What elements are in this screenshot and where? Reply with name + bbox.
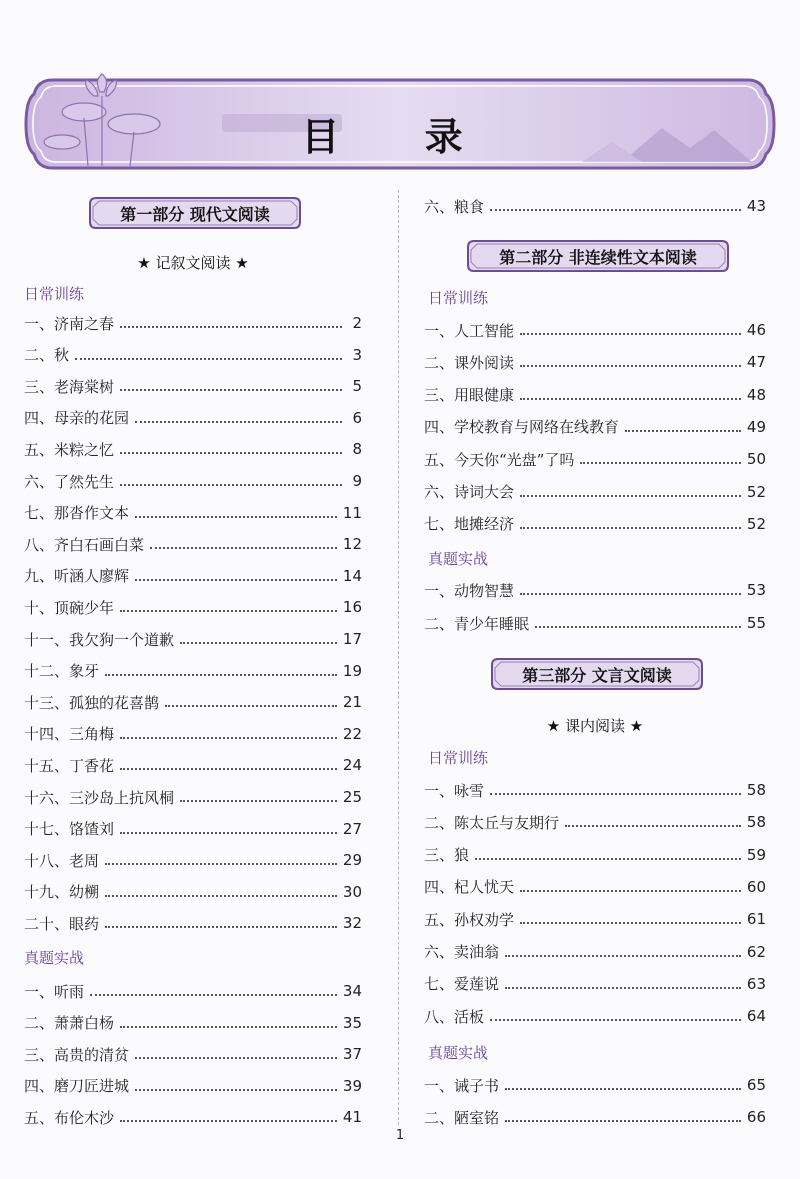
toc-entry-page: 32 (342, 914, 362, 933)
toc-entry-page: 49 (746, 417, 766, 436)
toc-entry[interactable] (24, 659, 362, 683)
toc-entry[interactable] (24, 374, 362, 398)
dot-leader (490, 209, 741, 211)
toc-entry[interactable] (424, 447, 766, 471)
dot-leader (180, 800, 337, 802)
dot-leader (475, 858, 741, 860)
toc-entry[interactable] (424, 843, 766, 867)
section-real-exam-3: 真题实战 (428, 1044, 489, 1062)
toc-entry-page: 58 (746, 781, 766, 799)
dot-leader (135, 1057, 337, 1059)
toc-entry-title: 三、狼 (424, 846, 470, 865)
toc-entry-page: 43 (746, 197, 766, 215)
toc-entry-title: 六、诗词大会 (424, 483, 515, 501)
toc-entry[interactable] (24, 1011, 362, 1035)
toc-entry[interactable] (24, 343, 362, 367)
dot-leader (580, 462, 741, 464)
toc-entry-title: 三、高贵的清贫 (24, 1045, 130, 1064)
toc-entry-title: 一、济南之春 (24, 314, 115, 333)
dot-leader (505, 1120, 741, 1122)
toc-entry[interactable] (24, 406, 362, 430)
toc-entry-page: 11 (342, 503, 362, 522)
section-daily-training-2: 日常训练 (428, 289, 489, 307)
toc-entry[interactable] (424, 1004, 766, 1028)
dot-leader (135, 1089, 337, 1091)
toc-entry-title: 十五、丁香花 (24, 756, 115, 775)
toc-entry-page: 46 (746, 321, 766, 339)
toc-entry-title: 一、听雨 (24, 982, 85, 1001)
toc-entry[interactable] (424, 611, 766, 635)
toc-entry-title: 十三、孤独的花喜鹊 (24, 693, 160, 712)
dot-leader (520, 398, 741, 400)
toc-entry-title: 十一、我欠狗一个道歉 (24, 630, 175, 649)
dot-leader (505, 1088, 741, 1090)
toc-entry-title: 十二、象牙 (24, 662, 100, 681)
toc-entry-title: 一、动物智慧 (424, 581, 515, 600)
toc-entry-title: 五、布伦木沙 (24, 1108, 115, 1127)
toc-entry-page: 52 (746, 482, 766, 501)
toc-entry[interactable] (24, 1042, 362, 1066)
toc-entry-page: 22 (342, 724, 362, 743)
toc-entry-title: 一、咏雪 (424, 781, 485, 800)
toc-entry-title: 二、课外阅读 (424, 353, 515, 372)
toc-entry[interactable] (424, 778, 766, 802)
dot-leader (150, 547, 337, 549)
toc-entry[interactable] (424, 875, 766, 899)
toc-entry[interactable] (424, 350, 766, 374)
toc-entry-page: 63 (746, 974, 766, 993)
dot-leader (120, 768, 337, 770)
dot-leader (120, 610, 337, 612)
part2-banner (466, 239, 730, 273)
toc-entry[interactable] (424, 480, 766, 504)
toc-entry-page: 41 (342, 1108, 362, 1127)
toc-entry-title: 四、母亲的花园 (24, 409, 130, 428)
toc-entry-title: 七、那沓作文本 (24, 504, 130, 523)
dot-leader (520, 333, 741, 335)
toc-entry[interactable] (24, 880, 362, 904)
toc-entry-title: 七、爱莲说 (424, 975, 500, 994)
toc-entry[interactable] (424, 1105, 766, 1129)
dot-leader (75, 358, 342, 360)
toc-entry[interactable] (424, 578, 766, 602)
toc-entry[interactable] (24, 979, 362, 1003)
toc-entry-title: 二十、眼药 (24, 914, 100, 933)
toc-entry[interactable] (424, 907, 766, 931)
toc-entry-page: 64 (746, 1007, 766, 1026)
toc-entry-title: 二、萧萧白杨 (24, 1014, 115, 1033)
dot-leader (120, 452, 342, 454)
dot-leader (135, 579, 337, 581)
toc-entry-title: 四、学校教育与网络在线教育 (424, 418, 620, 437)
toc-entry-page: 17 (342, 630, 362, 648)
toc-entry[interactable] (24, 1074, 362, 1098)
toc-entry-title: 四、杞人忧天 (424, 878, 515, 897)
toc-entry-page: 52 (746, 514, 766, 533)
dot-leader (105, 674, 337, 676)
toc-entry-page: 48 (746, 385, 766, 404)
toc-entry-page: 34 (342, 982, 362, 1000)
toc-entry[interactable] (24, 469, 362, 493)
toc-entry-page: 47 (746, 353, 766, 372)
dot-leader (120, 1120, 337, 1122)
toc-entry-title: 三、用眼健康 (424, 386, 515, 405)
toc-entry-page: 30 (342, 882, 362, 901)
toc-entry-page: 60 (746, 877, 766, 896)
dot-leader (120, 1026, 337, 1028)
toc-entry-title: 七、地摊经济 (424, 515, 515, 534)
toc-entry-page: 3 (352, 345, 362, 364)
toc-entry-title: 二、青少年睡眠 (424, 614, 530, 633)
dot-leader (105, 895, 337, 897)
page-title: 目 录 (301, 114, 499, 159)
dot-leader (120, 389, 342, 391)
part3-banner (490, 657, 704, 691)
toc-entry-page: 9 (352, 472, 362, 490)
toc-entry-page: 25 (342, 788, 362, 806)
dot-leader (120, 484, 342, 486)
toc-entry[interactable] (24, 532, 362, 556)
toc-entry-title: 六、粮食 (424, 197, 485, 216)
dot-leader (135, 421, 342, 423)
toc-entry-title: 一、人工智能 (424, 321, 515, 340)
toc-entry-page: 29 (342, 851, 362, 870)
dot-leader (120, 832, 337, 834)
dot-leader (505, 987, 741, 989)
dot-leader (520, 890, 741, 892)
toc-entry-page: 58 (746, 813, 766, 832)
toc-entry[interactable] (24, 753, 362, 777)
toc-entry-title: 五、米粽之忆 (24, 440, 115, 459)
dot-leader (625, 430, 741, 432)
toc-entry-title: 三、老海棠树 (24, 377, 115, 396)
toc-entry-page: 35 (342, 1013, 362, 1032)
toc-entry-page: 8 (352, 440, 362, 459)
toc-entry[interactable] (24, 690, 362, 714)
toc-entry[interactable] (24, 437, 362, 461)
toc-entry[interactable] (24, 785, 362, 809)
toc-entry-page: 19 (342, 661, 362, 680)
toc-entry[interactable] (24, 722, 362, 746)
part3-title: 第三部分 文言文阅读 (522, 666, 672, 685)
dot-leader (165, 705, 337, 707)
toc-entry-title: 十六、三沙岛上抗风桐 (24, 788, 175, 807)
toc-entry-page: 59 (746, 845, 766, 864)
dot-leader (490, 1019, 741, 1021)
part2-title: 第二部分 非连续性文本阅读 (499, 248, 697, 267)
toc-entry-page: 66 (746, 1108, 766, 1126)
dot-leader (90, 994, 337, 996)
toc-entry-title: 十四、三角梅 (24, 725, 115, 744)
toc-entry-page: 37 (342, 1045, 362, 1064)
subheading-classic: ★ 课内阅读 ★ (546, 717, 644, 735)
toc-entry-page: 65 (746, 1076, 766, 1094)
toc-entry[interactable] (424, 318, 766, 342)
page-number: 1 (395, 1128, 405, 1143)
section-real-exam-2: 真题实战 (428, 550, 489, 568)
dot-leader (520, 593, 741, 595)
dot-leader (120, 737, 337, 739)
toc-entry-page: 62 (746, 942, 766, 961)
toc-entry[interactable] (24, 311, 362, 335)
toc-entry-title: 十九、幼㮶 (24, 883, 100, 902)
toc-entry-title: 六、卖油翁 (424, 943, 500, 961)
toc-entry[interactable] (24, 817, 362, 841)
column-divider (398, 190, 399, 1125)
toc-entry[interactable] (424, 1073, 766, 1097)
toc-entry-page: 2 (352, 314, 362, 332)
toc-entry-title: 八、活板 (424, 1007, 485, 1026)
dot-leader (520, 365, 741, 367)
toc-entry[interactable] (24, 1105, 362, 1129)
toc-entry[interactable] (424, 940, 766, 964)
dot-leader (180, 642, 337, 644)
dot-leader (135, 516, 337, 518)
toc-entry-page: 39 (342, 1076, 362, 1095)
dot-leader (565, 825, 741, 827)
toc-entry-title: 十七、饹馇刘 (24, 820, 115, 839)
toc-entry-page: 53 (746, 581, 766, 599)
toc-entry[interactable] (24, 627, 362, 651)
toc-entry-page: 61 (746, 910, 766, 929)
toc-entry[interactable] (424, 383, 766, 407)
toc-entry-title: 十八、老周 (24, 851, 100, 870)
toc-entry-title: 二、陋室铭 (424, 1108, 500, 1127)
dot-leader (505, 955, 741, 957)
dot-leader (490, 793, 741, 795)
toc-entry[interactable] (24, 501, 362, 525)
dot-leader (105, 926, 337, 928)
part1-title: 第一部分 现代文阅读 (120, 205, 270, 224)
toc-entry-page: 50 (746, 450, 766, 469)
section-daily-training: 日常训练 (24, 285, 85, 303)
dot-leader (520, 495, 741, 497)
toc-entry-title: 二、陈太丘与友期行 (424, 813, 560, 832)
toc-entry[interactable] (424, 512, 766, 536)
toc-entry-page: 6 (352, 408, 362, 427)
section-daily-training-3: 日常训练 (428, 749, 489, 767)
toc-entry[interactable] (24, 848, 362, 872)
toc-entry[interactable] (424, 194, 766, 218)
toc-entry[interactable] (24, 911, 362, 935)
section-real-exam: 真题实战 (24, 949, 85, 967)
dot-leader (105, 863, 337, 865)
dot-leader (535, 626, 741, 628)
toc-entry-page: 24 (342, 756, 362, 775)
toc-entry[interactable] (424, 415, 766, 439)
toc-entry-title: 八、齐白石画白菜 (24, 535, 145, 554)
toc-entry-title: 十、顶碗少年 (24, 598, 115, 617)
toc-entry-title: 四、磨刀匠进城 (24, 1077, 130, 1096)
dot-leader (520, 922, 741, 924)
dot-leader (520, 527, 741, 529)
toc-entry[interactable] (424, 810, 766, 834)
part1-banner (88, 196, 302, 230)
toc-entry-page: 27 (342, 819, 362, 838)
toc-entry-title: 五、今天你“光盘”了吗 (424, 450, 575, 469)
toc-entry[interactable] (24, 595, 362, 619)
toc-entry[interactable] (24, 564, 362, 588)
toc-entry[interactable] (424, 972, 766, 996)
subheading-narrative: ★ 记叙文阅读 ★ (137, 254, 249, 272)
toc-entry-title: 二、秋 (24, 346, 70, 365)
toc-entry-page: 12 (342, 535, 362, 554)
toc-entry-page: 14 (342, 566, 362, 585)
toc-entry-title: 五、孙权劝学 (424, 910, 515, 929)
toc-entry-title: 一、诫子书 (424, 1076, 500, 1095)
dot-leader (120, 326, 342, 328)
toc-entry-page: 21 (342, 693, 362, 712)
toc-entry-title: 九、听涵人廖辉 (24, 567, 130, 586)
toc-entry-title: 六、了然先生 (24, 472, 115, 491)
toc-entry-page: 5 (352, 377, 362, 396)
toc-entry-page: 55 (746, 614, 766, 632)
toc-entry-page: 16 (342, 598, 362, 617)
